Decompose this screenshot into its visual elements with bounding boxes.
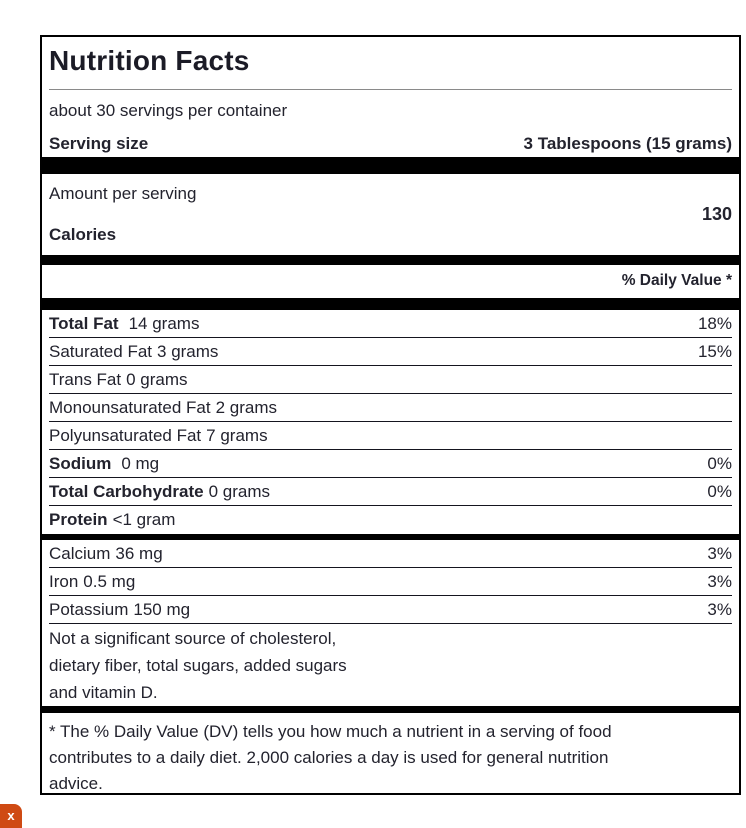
calories-label: Calories	[49, 225, 117, 244]
nutrient-name-amount: Total Carbohydrate 0 grams	[49, 481, 271, 501]
nutrient-dv: 15%	[697, 341, 732, 361]
not-significant-source-note	[49, 624, 732, 706]
nutrition-facts-label	[40, 35, 741, 795]
mineral-row-potassium	[49, 596, 732, 624]
serving-size-label: Serving size	[49, 134, 149, 153]
nutrient-row-monounsaturated-fat	[49, 394, 732, 422]
nutrient-name-amount: Monounsaturated Fat 2 grams	[49, 397, 278, 417]
footnote-line: contributes to a daily diet. 2,000 calories a day is used for general nutrition	[49, 748, 609, 767]
nutrient-name-amount: Total Fat 14 grams	[49, 313, 200, 333]
nutrient-row-protein	[49, 506, 732, 534]
close-button[interactable]	[0, 804, 22, 828]
nutrient-row-sodium	[49, 450, 732, 478]
nutrient-name-amount: Iron 0.5 mg	[49, 571, 136, 591]
serving-size-row	[49, 134, 732, 154]
calories-value: 130	[701, 204, 732, 224]
thick-divider-bar	[42, 157, 739, 174]
servings-per-container: about 30 servings per container	[49, 101, 288, 120]
daily-value-footnote	[49, 713, 732, 797]
nutrient-dv: 0%	[707, 453, 732, 473]
nutrient-name-amount: Calcium 36 mg	[49, 543, 163, 563]
close-icon: x	[7, 807, 15, 823]
not-significant-line: and vitamin D.	[49, 683, 158, 702]
medium-divider-bar	[42, 706, 739, 713]
nutrient-name-amount: Potassium 150 mg	[49, 599, 191, 619]
serving-size-value: 3 Tablespoons (15 grams)	[523, 134, 732, 153]
nutrient-dv: 18%	[697, 313, 732, 333]
not-significant-line: Not a significant source of cholesterol,	[49, 629, 337, 648]
nutrient-row-polyunsaturated-fat	[49, 422, 732, 450]
nutrient-row-trans-fat	[49, 366, 732, 394]
nutrient-dv: 3%	[707, 599, 732, 619]
mineral-row-calcium	[49, 540, 732, 568]
not-significant-line: dietary fiber, total sugars, added sugars	[49, 656, 347, 675]
nutrient-name-amount: Trans Fat 0 grams	[49, 369, 188, 389]
nutrient-dv: 3%	[707, 543, 732, 563]
nutrient-name-amount: Saturated Fat 3 grams	[49, 341, 219, 361]
nutrient-row-saturated-fat	[49, 338, 732, 366]
nutrient-row-total-carbohydrate	[49, 478, 732, 506]
nutrient-dv: 0%	[707, 481, 732, 501]
nutrient-dv: 3%	[707, 571, 732, 591]
nutrient-name-amount: Sodium 0 mg	[49, 453, 160, 473]
amount-per-serving-label: Amount per serving	[49, 184, 197, 203]
footnote-line: advice.	[49, 774, 103, 793]
medium-divider-bar	[42, 298, 739, 310]
label-title: Nutrition Facts	[49, 45, 250, 76]
nutrient-name-amount: Polyunsaturated Fat 7 grams	[49, 425, 268, 445]
mineral-row-iron	[49, 568, 732, 596]
nutrient-name-amount: Protein <1 gram	[49, 510, 176, 529]
medium-divider-bar	[42, 255, 739, 265]
daily-value-header: % Daily Value *	[621, 272, 732, 289]
footnote-line: * The % Daily Value (DV) tells you how much a nutrient in a serving of food	[49, 722, 612, 741]
nutrient-row-total-fat	[49, 310, 732, 338]
